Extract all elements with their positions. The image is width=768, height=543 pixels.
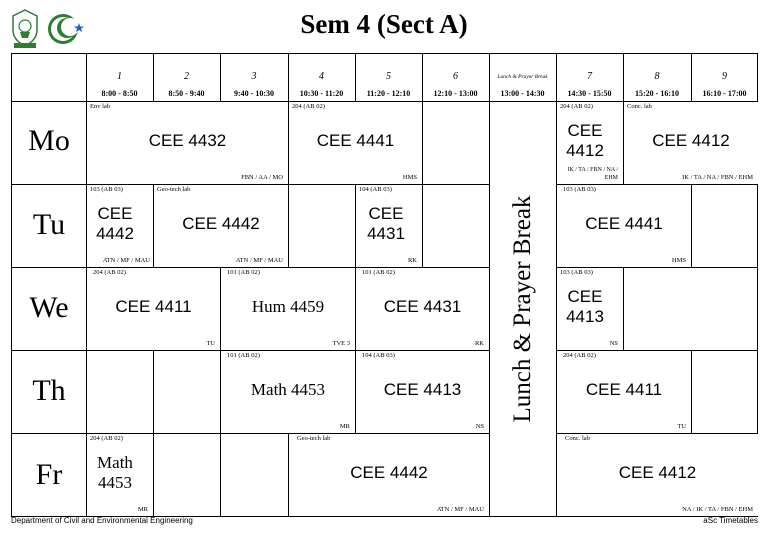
grid-line — [422, 184, 423, 268]
teacher-label: NA / IK / TA / FBN / EHM — [682, 506, 753, 513]
footer-department: Department of Civil and Environmental Engineering — [11, 516, 193, 525]
course-code: CEE 4411 — [585, 380, 663, 399]
room-label: 103 (AB 03) — [563, 186, 596, 193]
period-number: 6 — [453, 71, 458, 82]
class-cell[interactable] — [221, 268, 355, 350]
grid-line — [422, 101, 423, 185]
class-cell[interactable] — [624, 102, 758, 184]
course-code: CEE 4413 — [383, 380, 462, 399]
course-code: 4442 — [96, 224, 134, 243]
course-code: Math 4453 — [250, 380, 326, 399]
course-code: CEE 4411 — [115, 297, 192, 316]
class-cell[interactable] — [289, 102, 422, 184]
teacher-label: IK / TA / FBN / NA / — [567, 167, 618, 173]
course-code: 4431 — [367, 224, 405, 243]
room-label: Geo-tech lab — [297, 435, 331, 442]
room-label: 204 (AB 02) — [93, 269, 126, 276]
teacher-label: HMS — [402, 174, 417, 181]
period-time: 11:20 - 12:10 — [366, 89, 411, 98]
teacher-label: FBN / AA / MO — [241, 174, 283, 181]
teacher-label: ATN / MF / MAU — [436, 506, 484, 513]
grid-line — [623, 267, 624, 351]
course-code: CEE 4442 — [350, 463, 428, 482]
grid-line — [288, 54, 289, 102]
day-label-monday: Mo — [28, 124, 70, 157]
grid-line — [220, 54, 221, 102]
class-cell[interactable] — [557, 268, 623, 350]
grid-line — [288, 184, 289, 268]
course-code: CEE 4441 — [316, 131, 395, 150]
period-number: 3 — [251, 71, 257, 82]
class-cell[interactable] — [221, 351, 355, 433]
teacher-label: TU — [677, 423, 686, 430]
room-label: Conc. lab — [565, 435, 590, 442]
teacher-label: TVE 3 — [332, 340, 350, 347]
course-code: CEE 4442 — [182, 214, 260, 233]
grid-line — [623, 54, 624, 102]
period-time: 12:10 - 13:00 — [433, 89, 478, 98]
class-cell[interactable] — [557, 434, 758, 516]
course-code: CEE 4431 — [383, 297, 462, 316]
course-code: CEE 4412 — [618, 463, 697, 482]
grid-line — [153, 433, 154, 517]
class-cell[interactable] — [87, 268, 220, 350]
class-cell[interactable] — [87, 434, 153, 516]
period-number: 1 — [117, 71, 122, 82]
page-title: Sem 4 (Sect A) — [300, 9, 468, 39]
period-time: 10:30 - 11:20 — [299, 89, 344, 98]
room-label: 101 (AB 02) — [227, 269, 260, 276]
course-code: CEE — [567, 287, 603, 306]
timetable-grid — [11, 53, 758, 517]
period-time: 9:40 - 10:30 — [234, 89, 274, 98]
class-cell[interactable] — [289, 434, 489, 516]
period-time: 15:20 - 16:10 — [635, 89, 679, 98]
room-label: 204 (AB 02) — [292, 103, 325, 110]
course-code: 4413 — [566, 307, 604, 326]
room-label: 103 (AB 03) — [560, 269, 593, 276]
grid-line — [355, 54, 356, 102]
room-label: 204 (AB 02) — [560, 103, 593, 110]
teacher-label: HMS — [671, 257, 686, 264]
course-code: CEE — [97, 204, 133, 223]
lunch-break-band — [489, 102, 556, 516]
course-code: CEE — [368, 204, 404, 223]
day-label-friday: Fr — [35, 458, 63, 491]
grid-line — [422, 54, 423, 102]
class-cell[interactable] — [356, 351, 489, 433]
lunch-break-label: Lunch & Prayer Break — [508, 195, 536, 423]
class-cell[interactable] — [356, 268, 489, 350]
room-label: Conc. lab — [627, 103, 652, 110]
period-number: 5 — [386, 71, 391, 82]
teacher-label: EHM — [604, 175, 618, 181]
teacher-label: IK / TA / NA / FBN / EHM — [682, 174, 753, 181]
course-code: CEE 4412 — [652, 131, 730, 150]
day-label-tuesday: Tu — [32, 208, 66, 241]
period-number: 8 — [654, 71, 660, 82]
period-number: 7 — [587, 71, 592, 82]
grid-line — [691, 54, 692, 102]
room-label: Env lab — [90, 103, 111, 110]
class-cell[interactable] — [87, 102, 288, 184]
teacher-label: ATN / MF / MAU — [235, 257, 283, 264]
period-number: 9 — [722, 71, 727, 82]
footer-credit: aSc Timetables — [703, 516, 758, 525]
class-cell[interactable] — [87, 185, 153, 267]
teacher-label: RK — [474, 340, 484, 347]
period-number: 2 — [184, 71, 189, 82]
class-cell[interactable] — [356, 185, 422, 267]
class-cell[interactable] — [557, 185, 691, 267]
course-code: CEE 4441 — [585, 214, 663, 233]
room-label: 204 (AB 02) — [563, 352, 596, 359]
room-label: 101 (AB 02) — [362, 269, 395, 276]
room-label: 104 (AB 03) — [359, 186, 392, 193]
period-number: 4 — [319, 71, 324, 82]
grid-line — [220, 433, 221, 517]
period-number-lunch: Lunch & Prayer Break — [497, 74, 548, 80]
class-cell[interactable] — [557, 351, 691, 433]
grid-line — [691, 184, 692, 268]
day-label-thursday: Th — [32, 374, 66, 407]
room-label: 101 (AB 02) — [227, 352, 260, 359]
room-label: Geo-tech lab — [157, 186, 191, 193]
period-time: 14:30 - 15:50 — [567, 89, 612, 98]
period-time: 16:10 - 17:00 — [702, 89, 747, 98]
course-code: Hum 4459 — [251, 297, 325, 316]
course-code: 4412 — [566, 141, 604, 160]
teacher-label: MR — [137, 506, 148, 513]
period-time: 13:00 - 14:30 — [500, 89, 545, 98]
room-label: 104 (AB 03) — [362, 352, 395, 359]
course-code: Math — [97, 453, 133, 472]
period-time: 8:50 - 9:40 — [168, 89, 205, 98]
course-code: 4453 — [98, 473, 132, 492]
room-label: 204 (AB 02) — [90, 435, 123, 442]
grid-line — [153, 54, 154, 102]
period-time: 8:00 - 8:50 — [101, 89, 138, 98]
class-cell[interactable] — [154, 185, 288, 267]
class-cell[interactable] — [557, 102, 623, 184]
teacher-label: MR — [339, 423, 350, 430]
teacher-label: TU — [206, 340, 215, 347]
room-label: 103 (AB 03) — [90, 186, 123, 193]
course-code: CEE — [567, 121, 603, 140]
teacher-label: ATN / MF / MAU — [102, 257, 150, 264]
grid-line — [153, 350, 154, 434]
teacher-label: RK — [407, 257, 417, 264]
grid-line — [691, 350, 692, 434]
course-code: CEE 4432 — [148, 131, 227, 150]
teacher-label: NS — [475, 423, 484, 430]
teacher-label: NS — [609, 340, 618, 347]
day-label-wednesday: We — [29, 291, 69, 324]
